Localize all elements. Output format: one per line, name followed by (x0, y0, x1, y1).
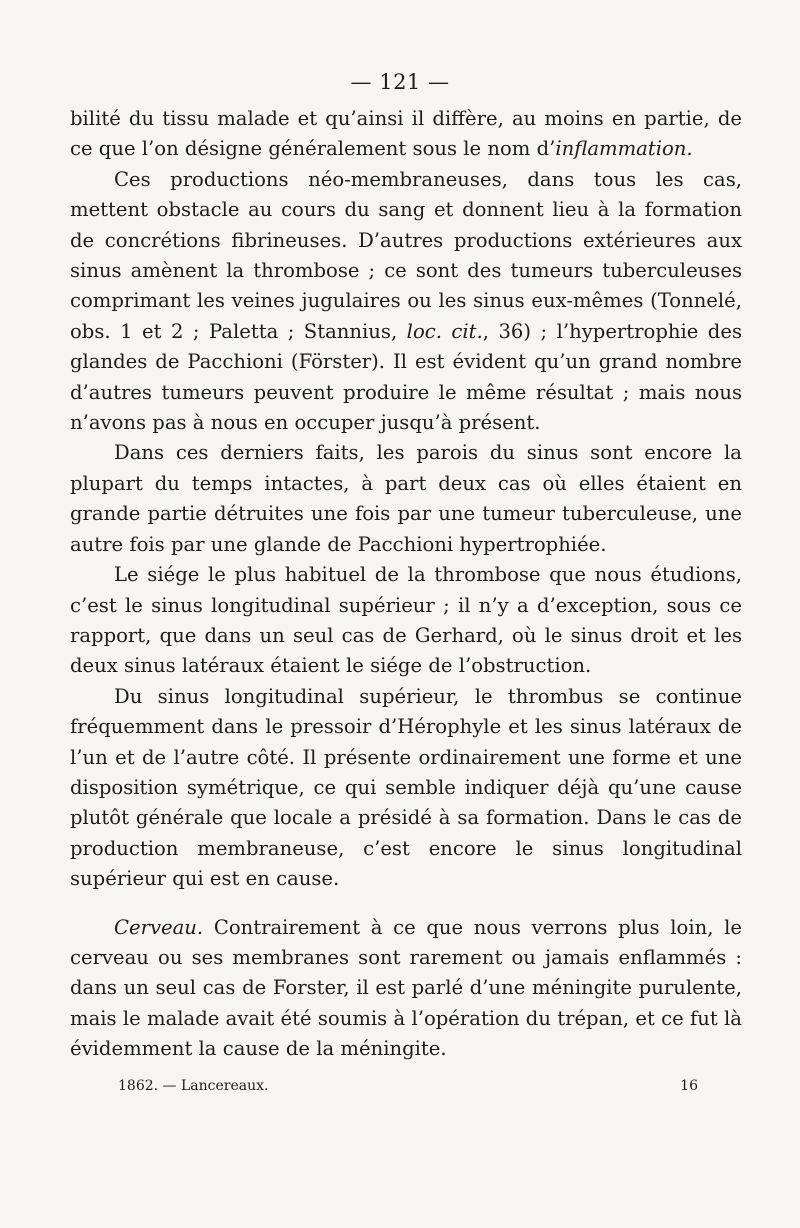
body-text (70, 104, 742, 1065)
page-number: — 121 — (350, 70, 450, 94)
printer-signature: 1862. — Lancereaux. (118, 1078, 269, 1094)
emphasis-loc-cit: loc. cit. (406, 319, 483, 343)
emphasis-inflammation: inflammation. (555, 137, 693, 161)
paragraph-3: Dans ces derniers faits, les parois du sinus sont encore la plupart du temps intactes, à part deux cas où elles étaient en grande partie détruites une fois par une tumeur tuberculeuse, une autre fois par une glande de Pacchioni hypertrophiée. (70, 441, 742, 556)
paragraph-cerveau: Cerveau. Contrairement à ce que nous verrons plus loin, le cerveau ou ses membranes sont rarement ou jamais enflammés : dans un seul cas de Forster, il est parlé d’une méningite purulente, mais le malade avait été soumis à l’opération du trépan, et ce fut là évidemment la cause de la méningite. (70, 915, 742, 1061)
paragraph-2: Ces productions néo-membraneuses, dans tous les cas, mettent obstacle au cours du sang et donnent lieu à la formation de concrétions fibrineuses. D’autres productions extérieures aux sinus amènent la thrombose ; ce sont des tumeurs tuberculeuses comprimant les veines jugulaires ou les sinus eux-mêmes (Tonnelé, obs. 1 et 2 ; Paletta ; Stannius, loc. cit., 36) ; l’hypertrophie des glandes de Pacchioni (Förster). Il est évident qu’un grand nombre d’autres tumeurs peuvent produire le même résultat ; mais nous n’avons pas à nous en occuper jusqu’à présent. (70, 167, 743, 435)
sheet-number: 16 (680, 1078, 698, 1094)
paragraph-1: bilité du tissu malade et qu’ainsi il diffère, au moins en partie, de ce que l’on désigne généralement sous le nom d’inflammation. (70, 107, 742, 161)
paragraph-4: Le siége le plus habituel de la thrombose que nous étudions, c’est le sinus longitudinal supérieur ; il n’y a d’exception, sous ce rapport, que dans un seul cas de Gerhard, où le sinus droit et les deux sinus latéraux étaient le siége de l’obstruction. (70, 563, 742, 678)
section-heading-cerveau: Cerveau. (114, 915, 204, 939)
paragraph-5: Du sinus longitudinal supérieur, le thrombus se continue fréquemment dans le pressoir d’Hérophyle et les sinus latéraux de l’un et de l’autre côté. Il présente ordinairement une forme et une disposition symétrique, ce qui semble indiquer déjà qu’une cause plutôt générale que locale a présidé à sa formation. Dans le cas de production membraneuse, c’est encore le sinus longitudinal supérieur qui est en cause. (70, 684, 742, 891)
